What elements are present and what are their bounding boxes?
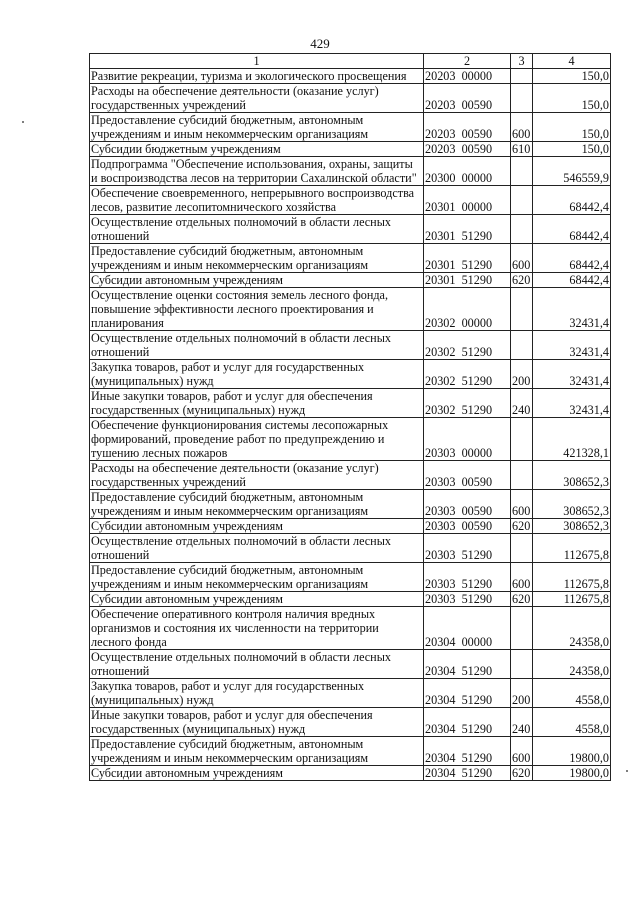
row-code: 20301 51290 [424, 244, 511, 273]
row-code: 20301 51290 [424, 215, 511, 244]
row-name: Расходы на обеспечение деятельности (оказание услуг) государственных учреждений [90, 84, 424, 113]
row-name: Подпрограмма "Обеспечение использования, охраны, защиты и воспроизводства лесов на территории Сахалинской области" [90, 157, 424, 186]
table-row [90, 737, 611, 766]
budget-table [89, 53, 611, 781]
row-expense-type: 600 [511, 244, 533, 273]
row-amount: 112675,8 [533, 534, 611, 563]
row-amount: 421328,1 [533, 418, 611, 461]
row-expense-type: 600 [511, 737, 533, 766]
row-amount: 32431,4 [533, 389, 611, 418]
row-amount: 308652,3 [533, 490, 611, 519]
row-code: 20304 51290 [424, 737, 511, 766]
row-name: Обеспечение оперативного контроля наличия вредных организмов и состояния их численности на территории лесного фонда [90, 607, 424, 650]
row-name: Предоставление субсидий бюджетным, автономным учреждениям и иным некоммерческим организациям [90, 563, 424, 592]
header-col-2: 2 [424, 54, 511, 69]
row-expense-type: 240 [511, 708, 533, 737]
row-amount: 24358,0 [533, 607, 611, 650]
row-expense-type: 620 [511, 273, 533, 288]
table-row [90, 679, 611, 708]
row-expense-type [511, 215, 533, 244]
table-header-row [90, 54, 611, 69]
row-amount: 150,0 [533, 69, 611, 84]
row-name: Предоставление субсидий бюджетным, автономным учреждениям и иным некоммерческим организациям [90, 244, 424, 273]
table-row [90, 84, 611, 113]
row-name: Предоставление субсидий бюджетным, автономным учреждениям и иным некоммерческим организациям [90, 113, 424, 142]
row-expense-type: 610 [511, 142, 533, 157]
table-row [90, 592, 611, 607]
table-row [90, 142, 611, 157]
row-code: 20304 51290 [424, 679, 511, 708]
table-row [90, 69, 611, 84]
row-amount: 112675,8 [533, 563, 611, 592]
row-name: Предоставление субсидий бюджетным, автономным учреждениям и иным некоммерческим организациям [90, 737, 424, 766]
table-row [90, 650, 611, 679]
row-name: Осуществление отдельных полномочий в области лесных отношений [90, 331, 424, 360]
row-amount: 19800,0 [533, 766, 611, 781]
table-row [90, 563, 611, 592]
page-number: 429 [310, 36, 330, 51]
table-row [90, 360, 611, 389]
row-name: Субсидии автономным учреждениям [90, 273, 424, 288]
table-row [90, 418, 611, 461]
row-code: 20203 00590 [424, 142, 511, 157]
scan-speck [626, 770, 628, 772]
row-expense-type [511, 288, 533, 331]
table-row [90, 113, 611, 142]
row-amount: 68442,4 [533, 244, 611, 273]
row-name: Предоставление субсидий бюджетным, автономным учреждениям и иным некоммерческим организациям [90, 490, 424, 519]
row-code: 20304 00000 [424, 607, 511, 650]
table-row [90, 490, 611, 519]
row-code: 20302 51290 [424, 360, 511, 389]
table-row [90, 519, 611, 534]
row-amount: 19800,0 [533, 737, 611, 766]
row-name: Осуществление отдельных полномочий в области лесных отношений [90, 534, 424, 563]
row-amount: 308652,3 [533, 519, 611, 534]
row-code: 20203 00000 [424, 69, 511, 84]
row-name: Обеспечение своевременного, непрерывного воспроизводства лесов, развитие лесопитомнического хозяйства [90, 186, 424, 215]
row-code: 20203 00590 [424, 113, 511, 142]
row-code: 20303 00000 [424, 418, 511, 461]
row-name: Развитие рекреации, туризма и экологического просвещения [90, 69, 424, 84]
row-amount: 32431,4 [533, 360, 611, 389]
row-code: 20301 51290 [424, 273, 511, 288]
row-code: 20303 51290 [424, 534, 511, 563]
row-expense-type [511, 157, 533, 186]
table-row [90, 215, 611, 244]
row-expense-type [511, 331, 533, 360]
row-code: 20203 00590 [424, 84, 511, 113]
row-expense-type [511, 418, 533, 461]
table-row [90, 157, 611, 186]
row-name: Расходы на обеспечение деятельности (оказание услуг) государственных учреждений [90, 461, 424, 490]
table-row [90, 766, 611, 781]
row-amount: 68442,4 [533, 215, 611, 244]
header-col-3: 3 [511, 54, 533, 69]
row-expense-type: 620 [511, 519, 533, 534]
table-row [90, 288, 611, 331]
row-name: Субсидии бюджетным учреждениям [90, 142, 424, 157]
row-code: 20302 00000 [424, 288, 511, 331]
row-expense-type [511, 461, 533, 490]
table-row [90, 708, 611, 737]
row-expense-type: 620 [511, 766, 533, 781]
row-expense-type [511, 69, 533, 84]
row-code: 20303 51290 [424, 592, 511, 607]
row-amount: 32431,4 [533, 331, 611, 360]
row-code: 20303 00590 [424, 519, 511, 534]
row-amount: 68442,4 [533, 273, 611, 288]
row-expense-type: 620 [511, 592, 533, 607]
header-col-1: 1 [90, 54, 424, 69]
row-expense-type: 200 [511, 360, 533, 389]
row-expense-type: 600 [511, 563, 533, 592]
table-row [90, 273, 611, 288]
row-name: Иные закупки товаров, работ и услуг для обеспечения государственных (муниципальных) нужд [90, 389, 424, 418]
row-amount: 546559,9 [533, 157, 611, 186]
table-row [90, 186, 611, 215]
table-row [90, 244, 611, 273]
row-name: Субсидии автономным учреждениям [90, 592, 424, 607]
row-code: 20302 51290 [424, 389, 511, 418]
row-expense-type [511, 186, 533, 215]
table-row [90, 389, 611, 418]
row-code: 20304 51290 [424, 650, 511, 679]
row-expense-type: 200 [511, 679, 533, 708]
row-code: 20301 00000 [424, 186, 511, 215]
row-code: 20303 00590 [424, 490, 511, 519]
row-name: Закупка товаров, работ и услуг для государственных (муниципальных) нужд [90, 360, 424, 389]
table-row [90, 534, 611, 563]
row-expense-type: 600 [511, 490, 533, 519]
row-code: 20300 00000 [424, 157, 511, 186]
row-name: Закупка товаров, работ и услуг для государственных (муниципальных) нужд [90, 679, 424, 708]
row-code: 20303 00590 [424, 461, 511, 490]
row-expense-type [511, 607, 533, 650]
row-amount: 112675,8 [533, 592, 611, 607]
row-expense-type [511, 84, 533, 113]
row-name: Субсидии автономным учреждениям [90, 766, 424, 781]
row-code: 20302 51290 [424, 331, 511, 360]
row-code: 20304 51290 [424, 766, 511, 781]
table-row [90, 461, 611, 490]
row-amount: 150,0 [533, 84, 611, 113]
row-expense-type [511, 650, 533, 679]
row-amount: 68442,4 [533, 186, 611, 215]
row-name: Осуществление отдельных полномочий в области лесных отношений [90, 215, 424, 244]
row-amount: 150,0 [533, 142, 611, 157]
row-amount: 150,0 [533, 113, 611, 142]
row-code: 20304 51290 [424, 708, 511, 737]
table-row [90, 331, 611, 360]
table-row [90, 607, 611, 650]
row-expense-type [511, 534, 533, 563]
row-name: Иные закупки товаров, работ и услуг для обеспечения государственных (муниципальных) нужд [90, 708, 424, 737]
row-amount: 308652,3 [533, 461, 611, 490]
row-name: Субсидии автономным учреждениям [90, 519, 424, 534]
row-code: 20303 51290 [424, 563, 511, 592]
header-col-4: 4 [533, 54, 611, 69]
row-expense-type: 600 [511, 113, 533, 142]
row-name: Осуществление отдельных полномочий в области лесных отношений [90, 650, 424, 679]
scan-speck [22, 121, 24, 123]
row-name: Осуществление оценки состояния земель лесного фонда, повышение эффективности лесного проектирования и планирования [90, 288, 424, 331]
row-amount: 4558,0 [533, 708, 611, 737]
row-amount: 32431,4 [533, 288, 611, 331]
row-name: Обеспечение функционирования системы лесопожарных формирований, проведение работ по предупреждению и тушению лесных пожаров [90, 418, 424, 461]
row-amount: 24358,0 [533, 650, 611, 679]
row-amount: 4558,0 [533, 679, 611, 708]
row-expense-type: 240 [511, 389, 533, 418]
